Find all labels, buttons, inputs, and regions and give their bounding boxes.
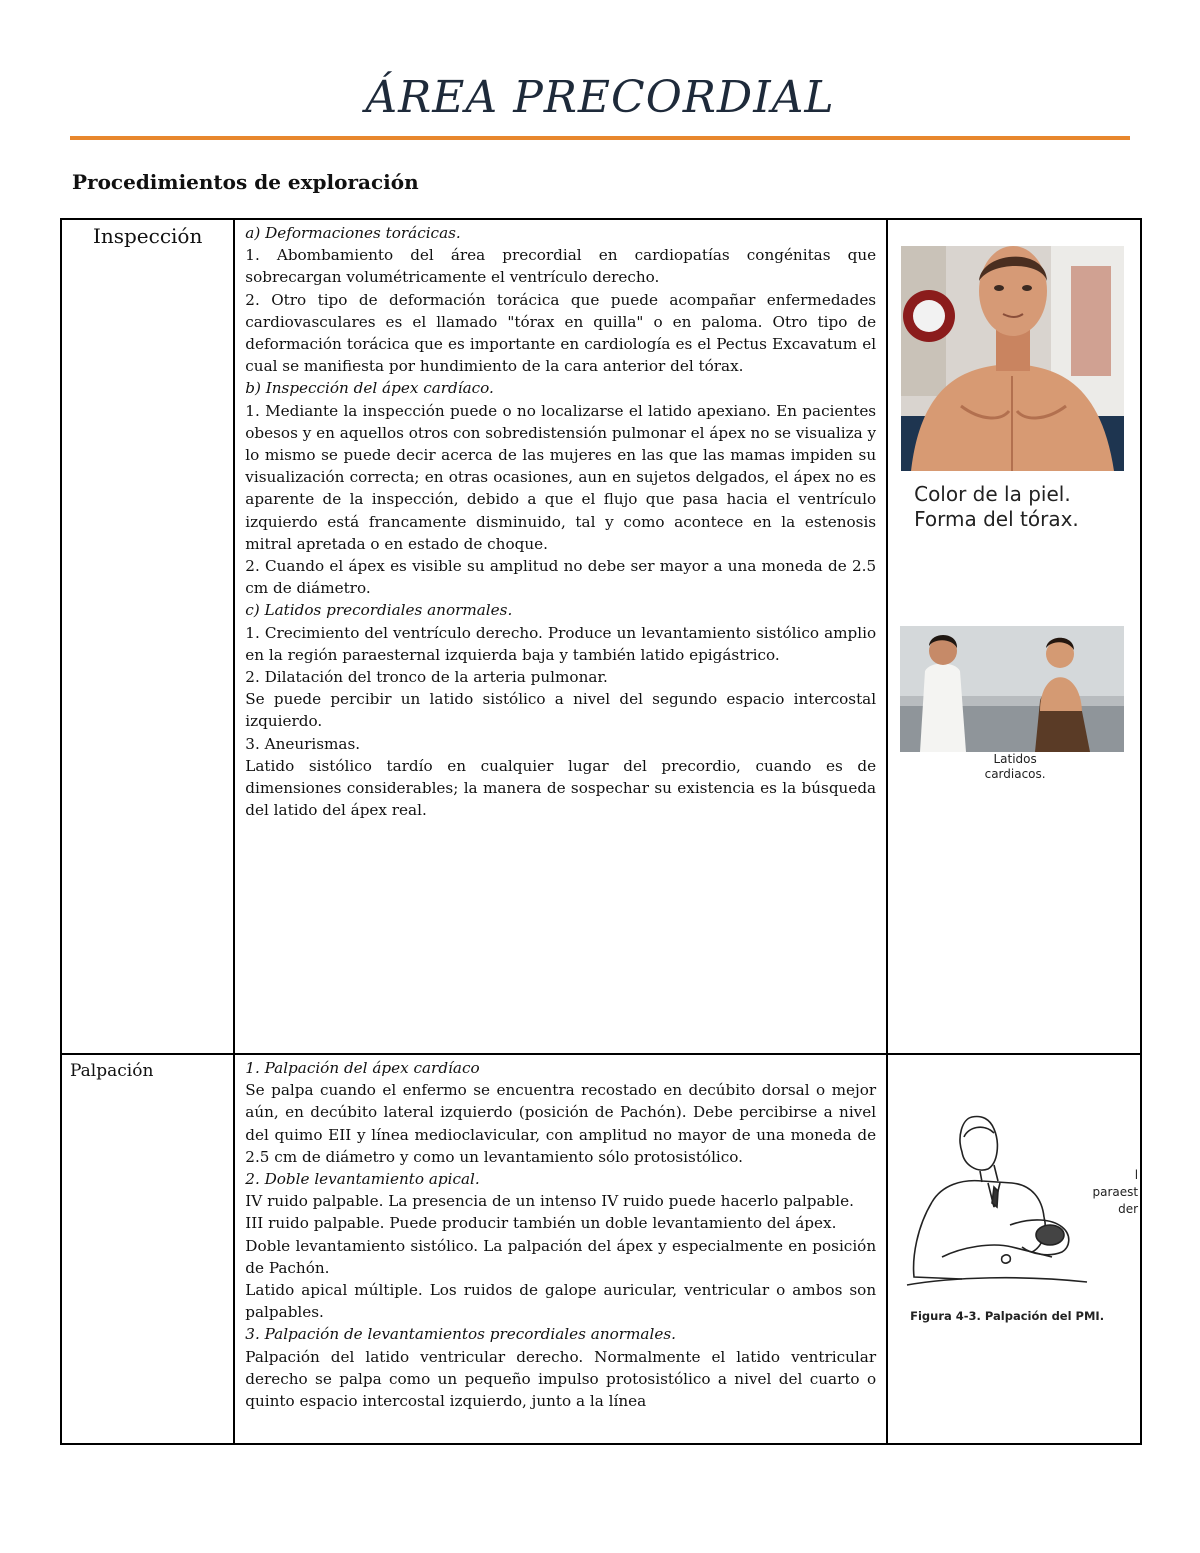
- text-paragraph: Latido sistólico tardío en cualquier lugar del precordio, cuando es de dimensiones considerables; la manera de sospechar su existencia es la búsqueda del latido del ápex real.: [245, 756, 877, 820]
- chest-photo-caption: [914, 482, 1079, 532]
- text-paragraph: IV ruido palpable. La presencia de un intenso IV ruido puede hacerlo palpable.: [245, 1192, 854, 1211]
- palpation-figure: [902, 1107, 1092, 1297]
- text-paragraph: 2. Dilatación del tronco de la arteria pulmonar.: [245, 668, 608, 687]
- exam-photo: [900, 626, 1124, 752]
- title-underline: [70, 136, 1130, 140]
- caption-line: Latidos: [993, 752, 1037, 766]
- row-label-cell: [61, 1054, 234, 1444]
- palpation-drawing: [902, 1107, 1092, 1297]
- figure-caption: Figura 4-3. Palpación del PMI.: [910, 1309, 1105, 1323]
- chest-photo: [901, 246, 1124, 471]
- text-paragraph: Latido apical múltiple. Los ruidos de galope auricular, ventricular o ambos son palpables.: [245, 1281, 877, 1322]
- caption-line: cardiacos.: [984, 767, 1046, 781]
- text-paragraph: 1. Mediante la inspección puede o no localizarse el latido apexiano. En pacientes obesos y en aquellos otros con sobredistensión pulmonar el ápex no se visualiza y lo mismo se puede decir acerca de las mujeres en las que las mamas impiden su visualización correcta; en otras ocasiones, aun en sujetos delgados, el ápex no es aparente de la inspección, debido a que el flujo que pasa hacia el ventrículo izquierdo está francamente disminuido, tal y como acontece en la estenosis mitral apretada o en estado de choque.: [245, 401, 877, 553]
- label-palpacion: Palpación: [70, 1061, 154, 1081]
- text-paragraph: Palpación del latido ventricular derecho. Normalmente el latido ventricular derecho se palpa como un pequeño impulso protosistólico a nivel del cuarto o quinto espacio intercostal izquierdo, junto a la línea: [245, 1347, 877, 1411]
- text-paragraph: a) Deformaciones torácicas.: [245, 224, 461, 242]
- label-inspeccion: Inspección: [92, 224, 203, 248]
- text-paragraph: Se puede percibir un latido sistólico a nivel del segundo espacio intercostal izquierdo.: [245, 690, 877, 731]
- row-label-cell: [61, 219, 234, 1054]
- text-paragraph: III ruido palpable. Puede producir también un doble levantamiento del ápex.: [245, 1214, 837, 1233]
- text-paragraph: 3. Palpación de levantamientos precordiales anormales.: [245, 1325, 676, 1344]
- row-image-cell: [887, 219, 1141, 1054]
- table-row: [61, 1054, 1141, 1444]
- text-paragraph: 1. Abombamiento del área precordial en cardiopatías congénitas que sobrecargan volumétricamente el ventrículo derecho.: [245, 246, 877, 287]
- text-paragraph: b) Inspección del ápex cardíaco.: [245, 379, 494, 398]
- caption-line: Color de la piel.: [914, 482, 1071, 506]
- text-paragraph: 1. Palpación del ápex cardíaco: [245, 1059, 480, 1077]
- text-paragraph: 2. Cuando el ápex es visible su amplitud no debe ser mayor a una moneda de 2.5 cm de diámetro.: [245, 557, 877, 598]
- row-text-cell: [234, 219, 887, 1054]
- text-paragraph: 2. Doble levantamiento apical.: [245, 1170, 480, 1189]
- text-paragraph: Se palpa cuando el enfermo se encuentra recostado en decúbito dorsal o mejor aún, en decúbito lateral izquierdo (posición de Pachón). Debe percibirse a nivel del quimo EII y línea medioclavicular, con amplitud no mayor de una moneda de 2.5 cm de diámetro y como un levantamiento sólo protosistólico.: [245, 1081, 877, 1166]
- text-paragraph: c) Latidos precordiales anormales.: [245, 601, 513, 620]
- text-paragraph: 2. Otro tipo de deformación torácica que puede acompañar enfermedades cardiovasculares es el llamado "tórax en quilla" o en paloma. Otro tipo de deformación torácica que es importante en cardiología es el Pectus Excavatum el cual se manifiesta por hundimiento de la cara anterior del tórax.: [245, 290, 877, 376]
- text-paragraph: 3. Aneurismas.: [245, 734, 361, 753]
- section-subtitle: Procedimientos de exploración: [72, 170, 419, 194]
- chest-photo-illustration: [901, 246, 1124, 471]
- row-text-cell: [234, 1054, 887, 1444]
- inspeccion-text: [235, 220, 886, 821]
- text-paragraph: Doble levantamiento sistólico. La palpación del ápex y especialmente en posición de Pachón.: [245, 1236, 877, 1277]
- table-row: [61, 219, 1141, 1054]
- page-title: ÁREA PRECORDIAL: [365, 72, 835, 123]
- figure-side-text: [1078, 1167, 1138, 1218]
- exam-photo-caption: [980, 752, 1050, 782]
- exam-photo-illustration: [900, 626, 1124, 752]
- text-paragraph: 1. Crecimiento del ventrículo derecho. Produce un levantamiento sistólico amplio en la región paraesternal izquierda baja y también latido epigástrico.: [245, 623, 877, 664]
- exploration-table: [60, 218, 1142, 1445]
- caption-line: Forma del tórax.: [914, 507, 1079, 531]
- side-text-line: paraest: [1092, 1185, 1139, 1199]
- palpacion-text: [235, 1055, 886, 1412]
- row-image-cell: [887, 1054, 1141, 1444]
- side-text-line: der: [1118, 1202, 1139, 1216]
- side-text-line: l: [1134, 1168, 1139, 1182]
